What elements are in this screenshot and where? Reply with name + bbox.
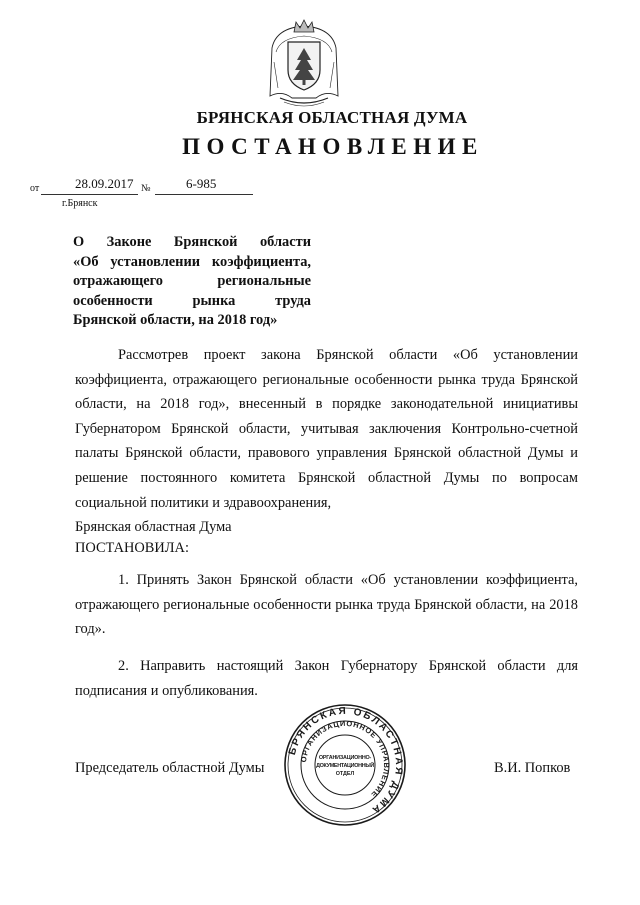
document-type-title: ПОСТАНОВЛЕНИЕ <box>182 134 484 159</box>
signatory-position: Председатель областной Думы <box>75 760 265 776</box>
coat-of-arms-emblem <box>266 18 342 108</box>
document-subject <box>73 233 311 331</box>
subject-line: особенности рынка труда <box>73 292 311 309</box>
subject-line: отражающего региональные <box>73 273 311 290</box>
signatory-name: В.И. Попков <box>494 760 571 776</box>
svg-text:ОРГАНИЗАЦИОННО-: ОРГАНИЗАЦИОННО- <box>318 755 372 761</box>
preamble-last-line: Брянская областная Дума <box>75 519 232 536</box>
decision-item-1: 1. Принять Закон Брянской области «Об установлении коэффициента, отражающего региональные особенности рынка труда Брянской области, на 2018 год». <box>75 572 578 638</box>
svg-text:ОРГАНИЗАЦИОННОЕ УПРАВЛЕНИЕ: ОРГАНИЗАЦИОННОЕ УПРАВЛЕНИЕ <box>299 718 392 800</box>
date-underline <box>41 194 138 195</box>
subject-line: «Об установлении коэффициента, <box>73 253 311 270</box>
svg-text:ОТДЕЛ: ОТДЕЛ <box>335 771 355 777</box>
city-name: г.Брянск <box>62 198 98 209</box>
organization-name: БРЯНСКАЯ ОБЛАСТНАЯ ДУМА <box>196 108 468 127</box>
subject-line: Брянской области, на 2018 год» <box>73 312 278 329</box>
preamble-paragraph <box>75 343 578 540</box>
subject-line: О Законе Брянской области <box>73 234 311 250</box>
decision-word: ПОСТАНОВИЛА: <box>75 540 189 556</box>
number-underline <box>155 194 253 195</box>
decision-item-2: 2. Направить настоящий Закон Губернатору Брянской области для подписания и опубликования. <box>75 658 578 699</box>
document-date: 28.09.2017 <box>75 176 134 191</box>
svg-text:ДОКУМЕНТАЦИОННЫЙ: ДОКУМЕНТАЦИОННЫЙ <box>316 763 374 769</box>
date-prefix: от <box>30 183 40 194</box>
preamble-text: Рассмотрев проект закона Брянской области «Об установлении коэффициента, отражающего региональные особенности рынка труда Брянской области, на 2018 год», внесенный в порядке законодательной инициативы Губернатором Брянской области, учитывая заключения Контрольно-счетной палаты Брянской области, правового управления Брянской областной Думы и решение постоянного комитета Брянской областной Думы по вопросам социальной политики и здравоохранения, <box>75 347 578 511</box>
number-sign: № <box>141 183 151 194</box>
official-stamp <box>283 703 407 827</box>
document-number: 6-985 <box>186 176 217 191</box>
svg-text:БРЯНСКАЯ ОБЛАСТНАЯ ДУМА: БРЯНСКАЯ ОБЛАСТНАЯ ДУМА <box>286 705 405 817</box>
